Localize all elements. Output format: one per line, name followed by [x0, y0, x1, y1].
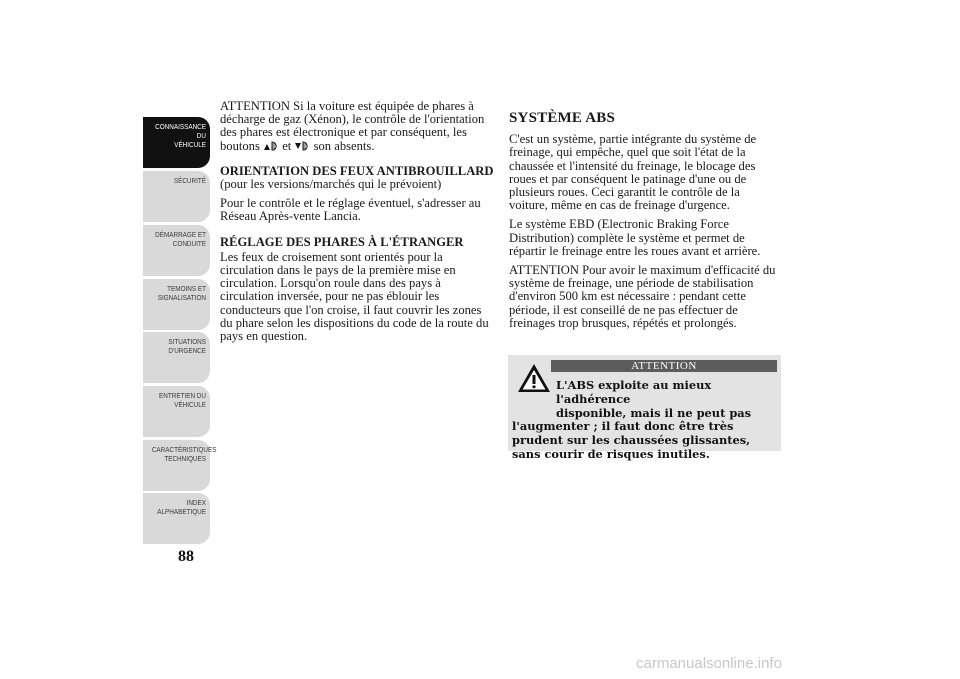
warning-text: L'ABS exploite au mieux l'adhérence disponible, mais il ne peut pas l'augmenter ; il faut donc être très prudent sur les chaussées glissantes, sans courir de risques inutiles.: [512, 378, 752, 461]
reglage-text: Les feux de croisement sont orientés pour la circulation dans le pays de la première mise en circulation. Lorsqu'on roule dans des pays à circulation inversée, pour ne pas éblouir les conducteurs que l'on croise, il faut couvrir les zones du phare selon les dispositions du code de la route du pays en question.: [220, 249, 489, 344]
headlight-down-icon: [294, 141, 310, 151]
page-title: SYSTÈME ABS: [509, 110, 615, 126]
chapter-sidebar: [143, 117, 217, 545]
tab-connaissance-du-vehicule[interactable]: CONNAISSANCE DU VÉHICULE: [143, 117, 210, 168]
tab-temoins-et-signalisation[interactable]: TEMOINS ET SIGNALISATION: [143, 279, 210, 330]
tab-situations-d-urgence[interactable]: SITUATIONS D'URGENCE: [143, 332, 210, 383]
tab-index-alphabetique[interactable]: INDEX ALPHABETIQUE: [143, 493, 210, 544]
ebd-paragraph: Le système EBD (Electronic Braking Force Distribution) complète le système et permet de répartir le freinage entre les roues avant et arrière.: [509, 217, 761, 258]
warning-heading: ATTENTION: [551, 360, 777, 372]
attention-paragraph: ATTENTION Pour avoir le maximum d'efficacité du système de freinage, une période de stabilisation d'environ 500 km est nécessaire : pendant cette période, il est conseillé de ne pas effectuer de freinages trop brusques, répétés et prolongés.: [509, 263, 776, 330]
section-heading-orientation: ORIENTATION DES FEUX ANTIBROUILLARD: [220, 163, 494, 178]
left-column: [220, 100, 495, 349]
orientation-note: (pour les versions/marchés qui le prévoient): [220, 177, 442, 192]
tab-securite[interactable]: SÉCURITÉ: [143, 171, 210, 222]
orientation-text: Pour le contrôle et le réglage éventuel, s'adresser au Réseau Après-vente Lancia.: [220, 196, 481, 224]
page-number: 88: [178, 548, 194, 565]
warning-box: [508, 355, 781, 461]
tab-entretien-du-vehicule[interactable]: ENTRETIEN DU VÉHICULE: [143, 386, 210, 437]
section-heading-reglage: RÉGLAGE DES PHARES À L'ÉTRANGER: [220, 234, 464, 249]
tab-demarrage-et-conduite[interactable]: DÉMARRAGE ET CONDUITE: [143, 225, 210, 276]
right-column: [509, 112, 781, 336]
headlight-up-icon: [263, 141, 279, 151]
watermark: carmanualsonline.info: [636, 655, 782, 672]
xenon-attention-paragraph: ATTENTION Si la voiture est équipée de phares à décharge de gaz (Xénon), le contrôle de l'orientation des phares est électronique et par conséquent, les boutons et son absents.: [220, 99, 485, 153]
tab-caracteristiques-techniques[interactable]: CARACTÉRISTIQUES TECHNIQUES: [143, 440, 210, 491]
abs-paragraph: C'est un système, partie intégrante du système de freinage, qui empêche, quel que soit l'état de la chaussée et l'intensité du freinage, le blocage des roues et par conséquent le patinage d'une ou de plusieurs roues. Ceci garantit le contrôle de la voiture, même en cas de freinage d'urgence.: [509, 132, 757, 213]
